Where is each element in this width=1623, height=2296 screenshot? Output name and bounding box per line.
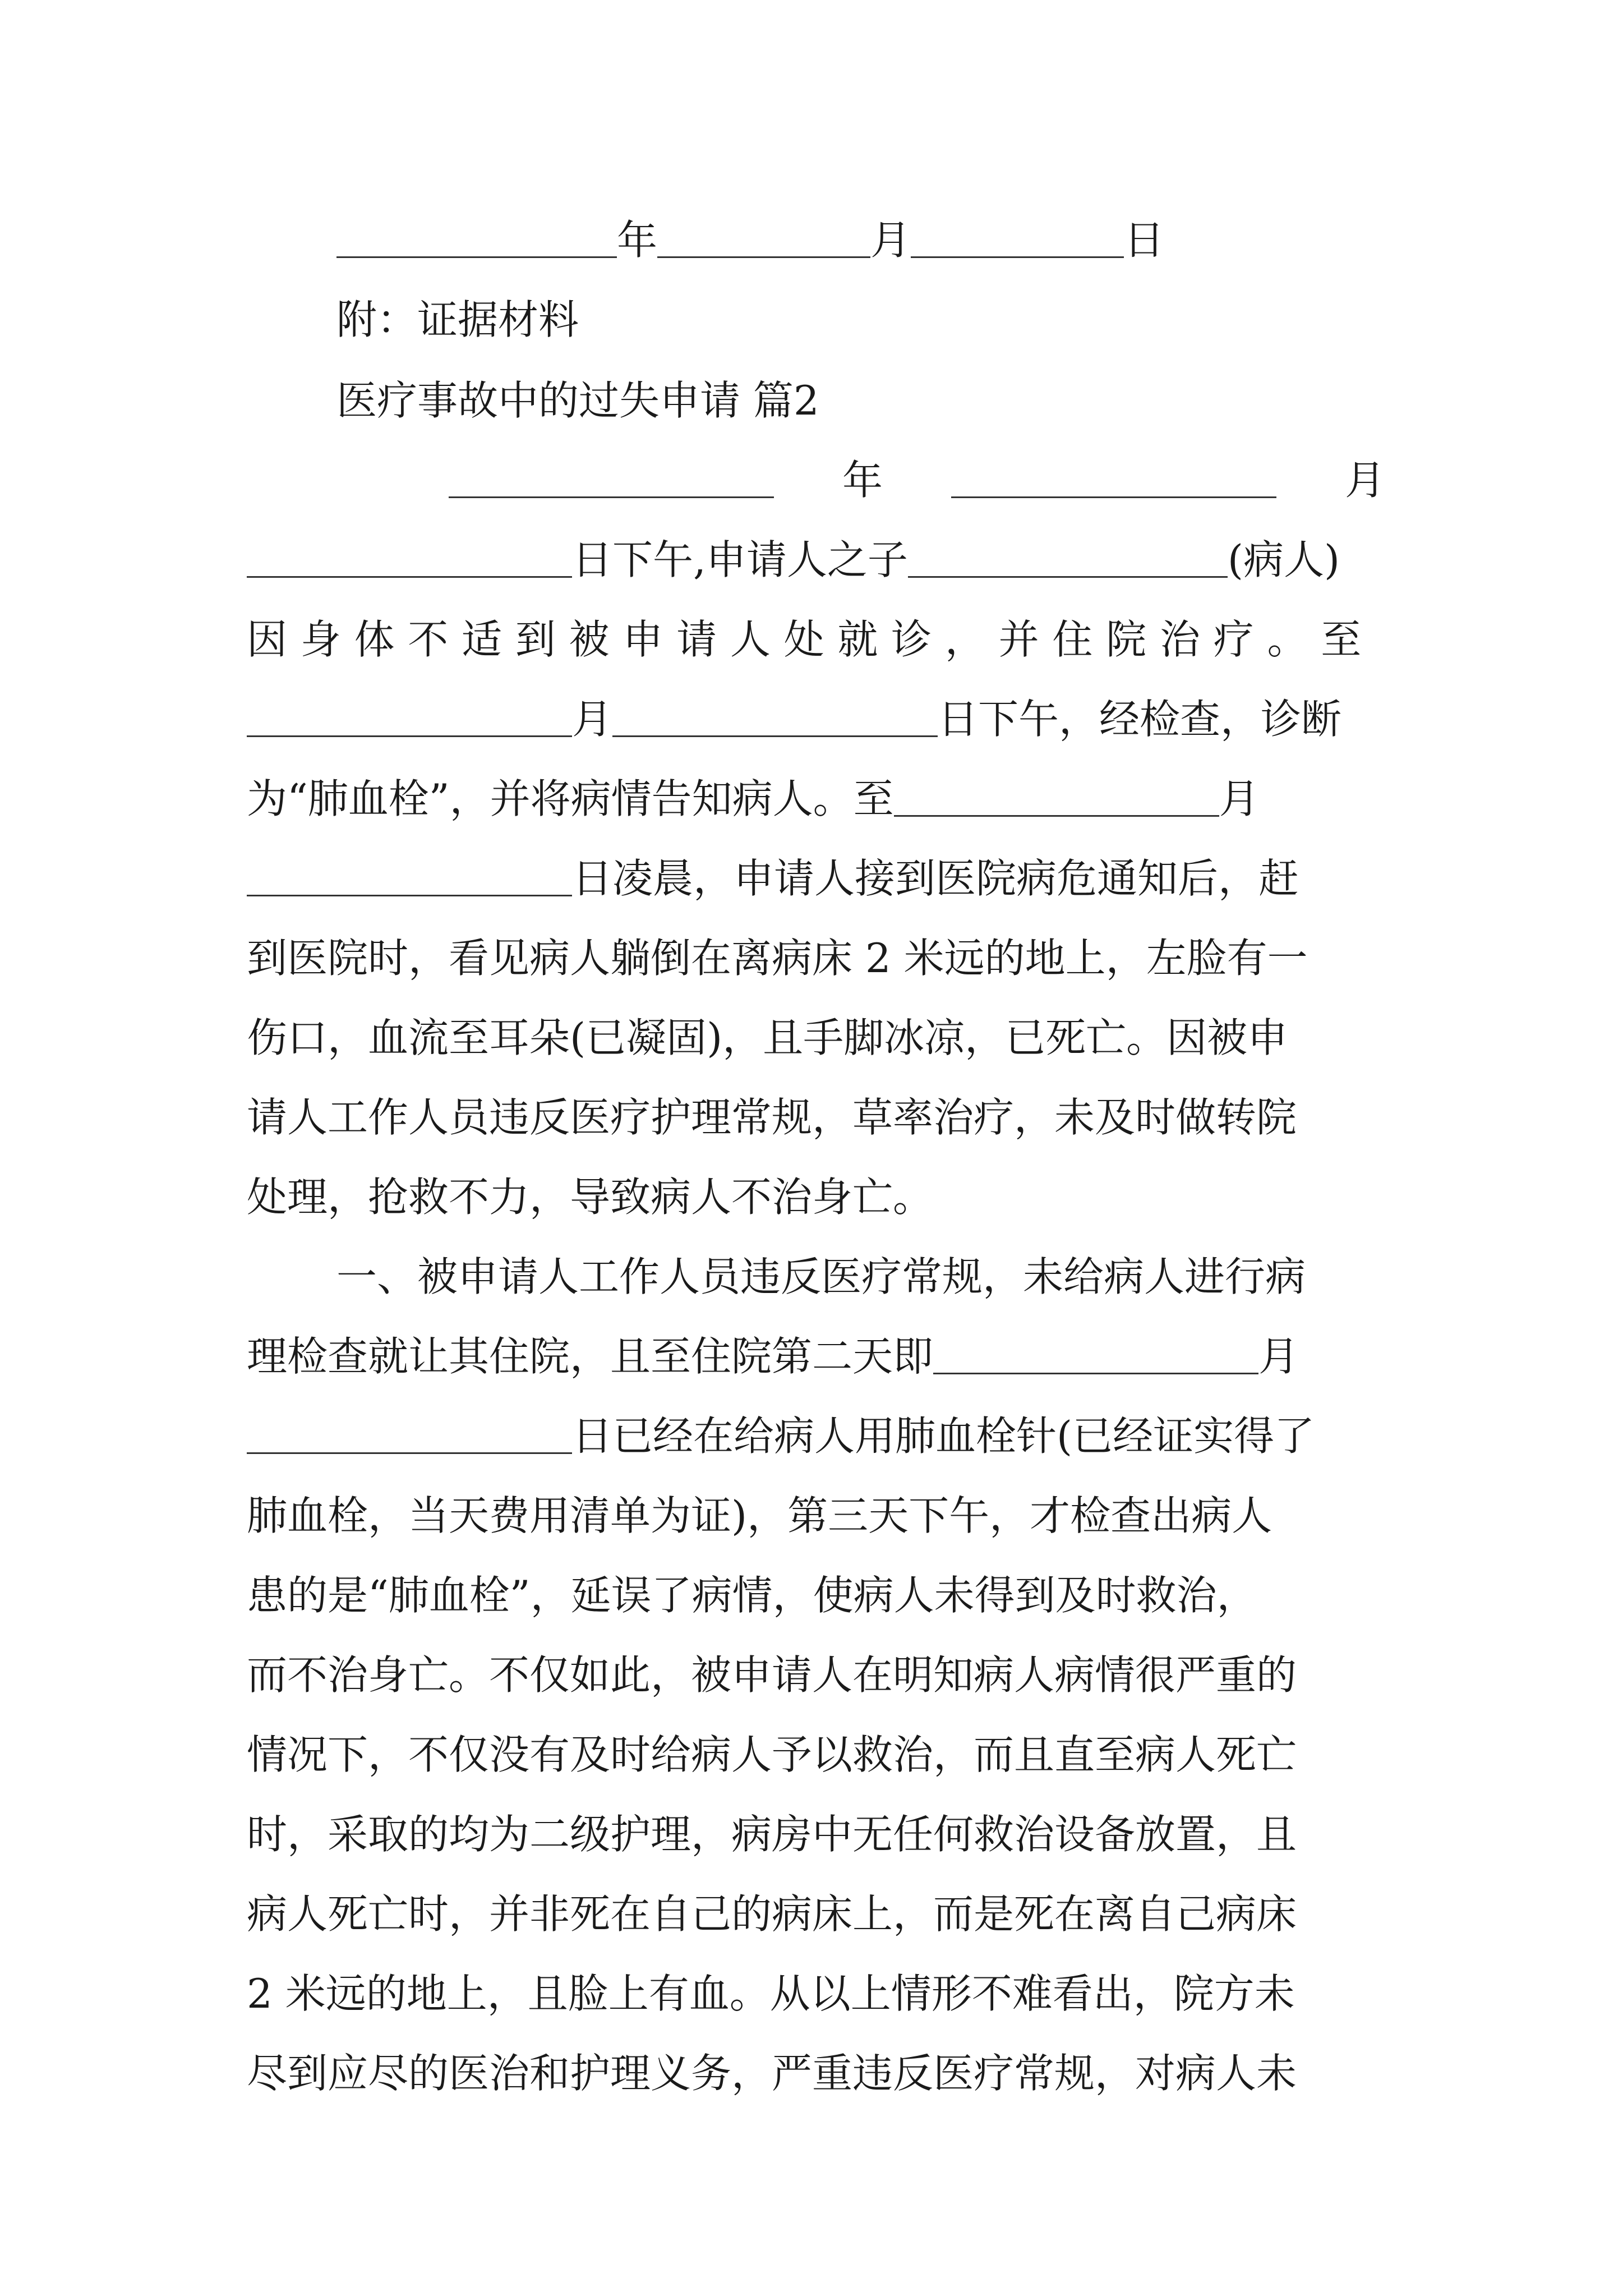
- p2-line-3: [247, 1408, 1385, 1464]
- day-label: 日: [1124, 217, 1165, 264]
- p2-line-7: 情况下，不仅没有及时给病人予以救治，而且直至病人死亡: [247, 1731, 1297, 1778]
- month-label: 月: [572, 696, 613, 743]
- p1-line-2: [247, 532, 1385, 588]
- text-segment: 日凌晨，申请人接到医院病危通知后，赶: [572, 855, 1299, 902]
- month-label: 月: [1219, 775, 1260, 822]
- date-line: [336, 212, 1200, 268]
- p2-line-2: [247, 1328, 1385, 1384]
- p2-line-9: 病人死亡时，并非死在自己的病床上，而是死在离自己病床: [247, 1890, 1297, 1938]
- p1-line-8: 伤口，血流至耳朵(已凝固)，且手脚冰凉，已死亡。因被申: [247, 1014, 1288, 1061]
- day-blank[interactable]: [247, 895, 572, 896]
- year-label: 年: [842, 457, 883, 504]
- text-segment: 日下午，经检查，诊断: [938, 696, 1342, 743]
- section-title: 医疗事故中的过失申请 篇2: [336, 377, 819, 424]
- month-label: 月: [870, 217, 911, 264]
- day-blank[interactable]: [247, 576, 572, 578]
- p1-line-1: [449, 452, 1385, 508]
- year-blank[interactable]: [449, 496, 774, 498]
- p2-line-11: 尽到应尽的医治和护理义务，严重违反医疗常规，对病人未: [247, 2050, 1297, 2097]
- text-segment: 理检查就让其住院，且至住院第二天即: [247, 1333, 934, 1380]
- name-blank[interactable]: [908, 576, 1228, 578]
- month-blank[interactable]: [951, 496, 1276, 498]
- month-label: 月: [1258, 1333, 1299, 1380]
- p1-line-3: 因身体不适到被申请人处就诊，并住院治疗。至: [247, 616, 1375, 663]
- p1-line-9: 请人工作人员违反医疗护理常规，草率治疗，未及时做转院: [247, 1094, 1297, 1141]
- text-segment: 为“肺血栓”，并将病情告知病人。至: [247, 775, 894, 822]
- p2-line-5: 患的是“肺血栓”，延误了病情，使病人未得到及时救治，: [247, 1572, 1257, 1619]
- p2-line-1: 一、被申请人工作人员违反医疗常规，未给病人进行病: [336, 1253, 1306, 1300]
- attachment-line: 附：证据材料: [336, 296, 579, 343]
- p1-line-4: [247, 691, 1385, 747]
- text-segment: 日已经在给病人用肺血栓针(已经证实得了: [572, 1412, 1315, 1460]
- p1-line-7: 到医院时，看见病人躺倒在离病床 2 米远的地上，左脸有一: [247, 935, 1308, 982]
- p1-line-6: [247, 850, 1385, 907]
- p2-line-10: 2 米远的地上，且脸上有血。从以上情形不难看出，院方未: [247, 1970, 1295, 2017]
- year-label: 年: [617, 217, 658, 264]
- p2-line-6: 而不治身亡。不仅如此，被申请人在明知病人病情很严重的: [247, 1651, 1297, 1699]
- p2-line-8: 时，采取的均为二级护理，病房中无任何救治设备放置，且: [247, 1811, 1297, 1858]
- p2-line-4: 肺血栓，当天费用清单为证)，第三天下午，才检查出病人: [247, 1492, 1272, 1539]
- day-blank[interactable]: [612, 735, 938, 737]
- month-label: 月: [1344, 457, 1385, 504]
- text-segment: (病人): [1227, 536, 1340, 583]
- p1-line-10: 处理，抢救不力，导致病人不治身亡。: [247, 1174, 934, 1221]
- text-segment: 日下午,申请人之子: [572, 536, 908, 583]
- month-blank[interactable]: [933, 1373, 1258, 1374]
- day-blank[interactable]: [247, 1452, 572, 1454]
- day-blank[interactable]: [911, 256, 1124, 258]
- month-blank[interactable]: [247, 735, 572, 737]
- month-blank[interactable]: [657, 256, 870, 258]
- p1-line-5: [247, 771, 1385, 827]
- year-blank[interactable]: [336, 256, 617, 258]
- month-blank[interactable]: [894, 815, 1219, 817]
